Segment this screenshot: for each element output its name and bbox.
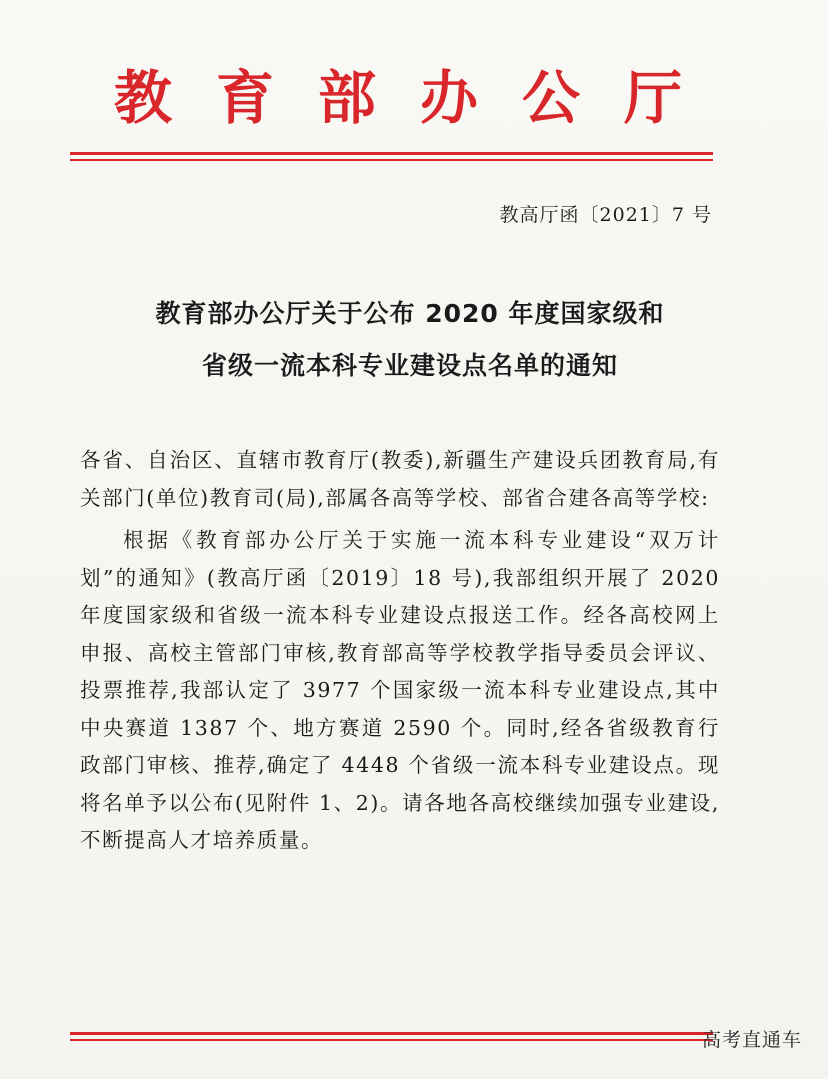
watermark-label: 高考直通车 xyxy=(701,1029,802,1051)
issuer-masthead: 教育部办公厅 xyxy=(114,64,727,132)
addressee: 各省、自治区、直辖市教育厅(教委),新疆生产建设兵团教育局,有关部门(单位)教育司(局),部属各高等学校、部省合建各高等学校: xyxy=(80,448,720,510)
title-line-1: 教育部办公厅关于公布 2020 年度国家级和 xyxy=(155,299,665,328)
top-red-rule-thin xyxy=(70,159,713,161)
bottom-red-rule-thick xyxy=(70,1032,713,1035)
body-paragraph: 根据《教育部办公厅关于实施一流本科专业建设“双万计划”的通知》(教高厅函〔2019〕18 号),我部组织开展了 2020 年度国家级和省级一流本科专业建设点报送工作。经各高校网上申报、高校主管部门审核,教育部高等学校教学指导委员会评议、投票推荐,我部认定了 3977 个国家级一流本科专业建设点,其中中央赛道 1387 个、地方赛道 2590 个。同时,经各省级教育行政部门审核、推荐,确定了 4448 个省级一流本科专业建设点。现将名单予以公布(见附件 1、2)。请各地各高校继续加强专业建设,不断提高人才培养质量。 xyxy=(80,528,720,852)
top-red-rule-thick xyxy=(70,152,713,155)
document-title xyxy=(70,288,750,392)
document-number: 教高厅函〔2021〕7 号 xyxy=(499,204,712,226)
bottom-red-rule-thin xyxy=(70,1039,713,1041)
title-line-2: 省级一流本科专业建设点名单的通知 xyxy=(201,351,618,380)
document-body xyxy=(80,442,720,860)
